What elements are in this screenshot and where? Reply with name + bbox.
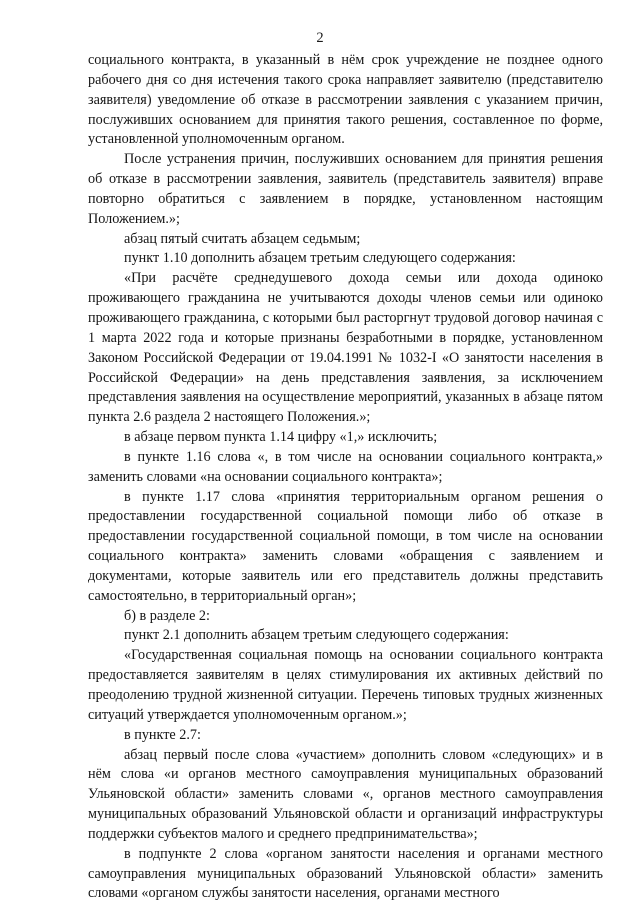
paragraph: пункт 2.1 дополнить абзацем третьим следующего содержания: bbox=[124, 627, 509, 644]
paragraph: в пункте 1.17 слова «принятия территориальным органом решения о предоставлении государственной социальной помощи либо об отказе в предоставлении государственной социальной помощи, в том числе на основании социального контракта» заменить словами «обращения с заявлением и документами, которые заявитель или его представитель должны представить самостоятельно, в территориальный орган»; bbox=[88, 488, 603, 604]
document-body bbox=[88, 51, 603, 904]
paragraph: в абзаце первом пункта 1.14 цифру «1,» исключить; bbox=[124, 429, 438, 446]
paragraph: абзац пятый считать абзацем седьмым; bbox=[124, 230, 361, 247]
paragraph: в пункте 2.7: bbox=[124, 726, 201, 743]
paragraph: пункт 1.10 дополнить абзацем третьим следующего содержания: bbox=[124, 250, 516, 267]
paragraph: социального контракта, в указанный в нём срок учреждение не позднее одного рабочего дня со дня истечения такого срока направляет заявителю (представителю заявителя) уведомление об отказе в рассмотрении заявления с указанием причин, послуживших основанием для принятия такого решения, составленное по форме, установленной уполномоченным органом. bbox=[88, 52, 603, 148]
paragraph: в пункте 1.16 слова «, в том числе на основании социального контракта,» заменить словами «на основании социального контракта»; bbox=[88, 448, 603, 485]
page-number: 2 bbox=[316, 30, 324, 46]
paragraph: «Государственная социальная помощь на основании социального контракта предоставляется заявителям в целях стимулирования их активных действий по преодолению трудной жизненной ситуации. Перечень типовых трудных жизненных ситуаций утверждается уполномоченным органом.»; bbox=[88, 647, 603, 723]
paragraph: абзац первый после слова «участием» дополнить словом «следующих» и в нём слова «и органов местного самоуправления муниципальных образований Ульяновской области» заменить словами «, органов местного самоуправления муниципальных образований Ульяновской области и организаций инфраструктуры поддержки субъектов малого и среднего предпринимательства»; bbox=[88, 746, 603, 842]
paragraph: После устранения причин, послуживших основанием для принятия решения об отказе в рассмотрении заявления, заявитель (представитель заявителя) вправе повторно обратиться с заявлением в порядке, установленном настоящим Положением.»; bbox=[88, 151, 603, 227]
paragraph: «При расчёте среднедушевого дохода семьи или дохода одиноко проживающего гражданина не учитываются доходы членов семьи или одиноко проживающего гражданина, с которыми был расторгнут трудовой договор начиная с 1 марта 2022 года и которые признаны безработными в порядке, установленном Законом Российской Федерации от 19.04.1991 № 1032-I «О занятости населения в Российской Федерации» на день представления заявления, за исключением представления заявления на осуществление мероприятий, указанных в абзаце пятом пункта 2.6 раздела 2 настоящего Положения.»; bbox=[88, 270, 603, 426]
paragraph: в подпункте 2 слова «органом занятости населения и органами местного самоуправления муниципальных образований Ульяновской области» заменить словами «органом службы занятости населения, органами местного bbox=[88, 845, 603, 902]
paragraph: б) в разделе 2: bbox=[124, 607, 210, 624]
